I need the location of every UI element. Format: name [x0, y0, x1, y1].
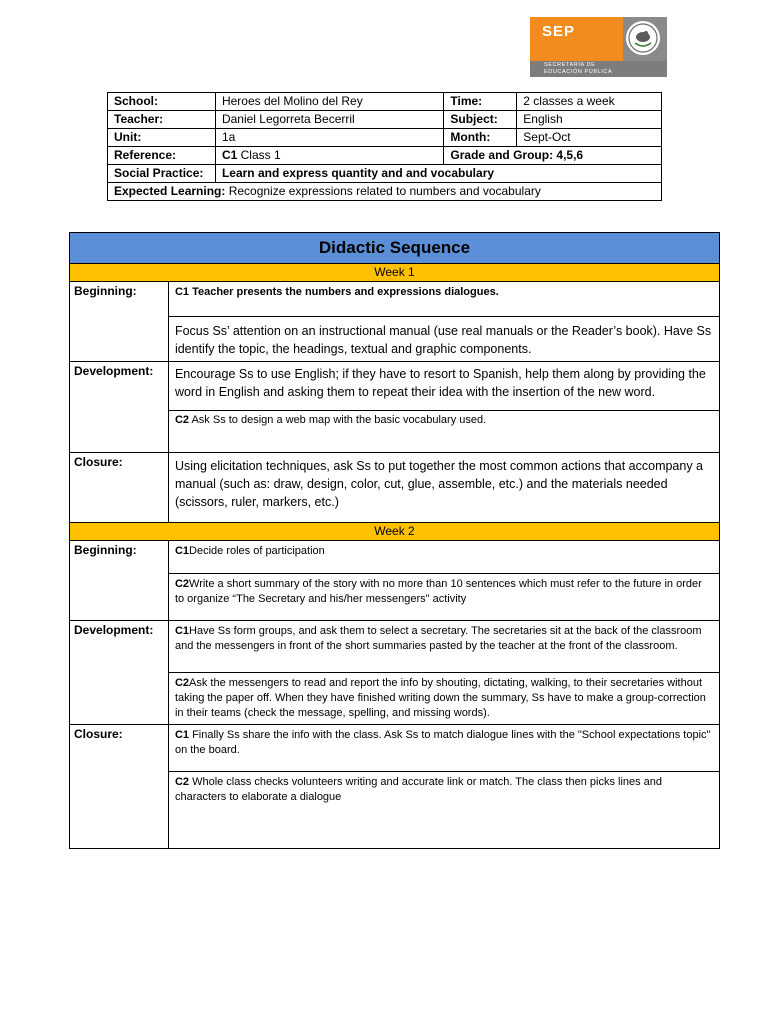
week2-development-c2: [168, 673, 719, 725]
school-label: School:: [108, 93, 216, 111]
week1-beginning-focus: Focus Ss’ attention on an instructional manual (use real manuals or the Reader’s book). Have Ss identify the topic, the headings, textual and graphic components.: [168, 317, 719, 362]
sep-logo: [530, 17, 667, 77]
table-row: [108, 129, 662, 147]
week2-closure-c2-code: C2: [174, 776, 190, 788]
week2-closure-c1: [168, 725, 719, 772]
unit-value: 1a: [215, 129, 443, 147]
table-row: [108, 93, 662, 111]
week2-beginning-c1-text: Decide roles of participation: [189, 545, 325, 557]
week-2-header: Week 2: [70, 523, 720, 541]
didactic-sequence-table: [69, 232, 720, 849]
week-1-header: Week 1: [70, 264, 720, 282]
week2-beginning-c2: [168, 574, 719, 621]
week1-development-c2-code: C2: [174, 414, 190, 426]
week2-beginning-c1-code: C1: [174, 545, 190, 557]
teacher-label: Teacher:: [108, 111, 216, 129]
week2-development-c1-text: Have Ss form groups, and ask them to select a secretary. The secretaries sit at the back of the classroom and the messengers in front of the short summaries pasted by the teacher at the front of the classroom.: [174, 625, 702, 652]
logo-subtitle-block: [530, 61, 667, 77]
week1-closure-label: Closure:: [70, 453, 169, 523]
week1-beginning-c1: C1 Teacher presents the numbers and expressions dialogues.: [168, 282, 719, 317]
week1-beginning-label: Beginning:: [70, 282, 169, 362]
logo-subtitle: [544, 62, 612, 75]
week2-development-c1-code: C1: [174, 625, 190, 637]
logo-sep-text: SEP: [542, 23, 576, 40]
week2-closure-c2: [168, 772, 719, 849]
week2-beginning-c2-code: C2: [174, 578, 190, 590]
week1-development-c2-text: Ask Ss to design a web map with the basic vocabulary used.: [189, 414, 487, 426]
subject-value: English: [517, 111, 662, 129]
mexican-seal-icon: [626, 21, 660, 55]
reference-label: Reference:: [108, 147, 216, 165]
unit-label: Unit:: [108, 129, 216, 147]
logo-subtitle-line2: EDUCACIÓN PÚBLICA: [544, 68, 613, 75]
reference-cell: [215, 147, 443, 165]
time-value: 2 classes a week: [517, 93, 662, 111]
week2-closure-label: Closure:: [70, 725, 169, 849]
week2-closure-c2-text: Whole class checks volunteers writing and accurate link or match. The class then picks lines and characters to elaborate a dialogue: [174, 776, 663, 803]
social-practice-label: Social Practice:: [108, 165, 216, 183]
month-label: Month:: [444, 129, 517, 147]
table-row: [108, 147, 662, 165]
logo-orange-block: [530, 17, 623, 61]
table-row: [108, 111, 662, 129]
week2-development-c1: [168, 621, 719, 673]
week2-closure-c1-text: Finally Ss share the info with the class. Ask Ss to match dialogue lines with the "School expectations topic" on the board.: [174, 729, 711, 756]
reference-value: Class 1: [237, 148, 281, 162]
week1-closure-text: Using elicitation techniques, ask Ss to put together the most common actions that accompany a manual (such as: draw, design, color, cut, glue, assemble, etc.) and the materials needed (scissors, ruler, markers, etc.): [168, 453, 719, 523]
social-practice-value: Learn and express quantity and and vocabulary: [215, 165, 661, 183]
week1-development-c2: [168, 411, 719, 453]
time-label: Time:: [444, 93, 517, 111]
week1-development-c1: Encourage Ss to use English; if they have to resort to Spanish, help them along by providing the word in English and asking them to repeat their idea with the insertion of the new word.: [168, 362, 719, 411]
week2-beginning-label: Beginning:: [70, 541, 169, 621]
logo-subtitle-line1: SECRETARÍA DE: [544, 62, 596, 68]
expected-learning: [108, 183, 662, 201]
week2-development-c2-code: C2: [174, 677, 190, 689]
sequence-title: Didactic Sequence: [70, 233, 720, 264]
table-row: [108, 165, 662, 183]
school-value: Heroes del Molino del Rey: [215, 93, 443, 111]
week2-development-c2-text: Ask the messengers to read and report the info by shouting, dictating, walking, to their secretaries without taking the paper off. When they have finished writing down the summary, Ss have to make a group-correction in their teams (check the message, spelling, and missing words).: [174, 677, 706, 719]
week1-development-label: Development:: [70, 362, 169, 453]
grade-group: Grade and Group: 4,5,6: [444, 147, 662, 165]
expected-learning-value: Recognize expressions related to numbers and vocabulary: [225, 184, 541, 198]
week2-closure-c1-code: C1: [174, 729, 190, 741]
week2-beginning-c1: [168, 541, 719, 574]
week2-development-label: Development:: [70, 621, 169, 725]
expected-learning-label: Expected Learning:: [114, 184, 226, 198]
week2-beginning-c2-text: Write a short summary of the story with no more than 10 sentences which must refer to the future in order to organize “The Secretary and his/her messengers" activity: [174, 578, 702, 605]
table-row: [108, 183, 662, 201]
teacher-value: Daniel Legorreta Becerril: [215, 111, 443, 129]
subject-label: Subject:: [444, 111, 517, 129]
month-value: Sept-Oct: [517, 129, 662, 147]
reference-code: C1: [221, 148, 238, 162]
lesson-info-table: [107, 92, 662, 201]
